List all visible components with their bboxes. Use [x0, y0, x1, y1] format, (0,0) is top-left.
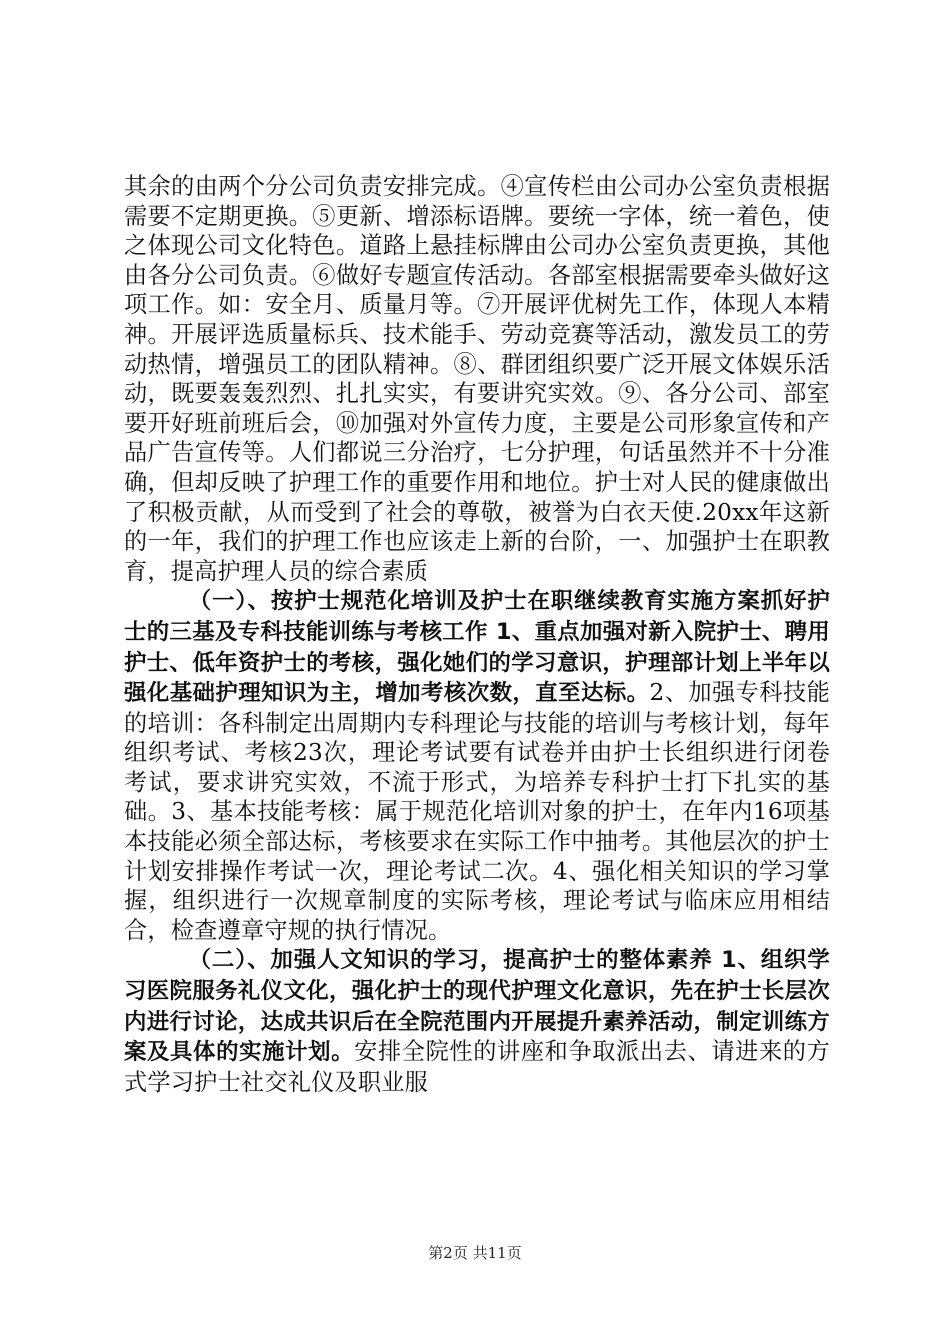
section-body-2: 安排全院性的讲座和争取派出去、请进来的方式学习护士社交礼仪及职业服 — [124, 1038, 831, 1096]
section-heading-2: （二）、加强人文知识的学习，提高护士的整体素养 1、组织学习医院服务礼仪文化，强化护士的现代护理文化意识，先在护士长层次内进行讨论，达成共识后在全院范围内开展提升素养活动，制定训练方案及具体的实施计划。 — [124, 947, 830, 1066]
section-heading-1: （一）、按护士规范化培训及护士在职继续教育实施方案抓好护士的三基及专科技能训练与考核工作 1、重点加强对新入院护士、聘用护士、低年资护士的考核，强化她们的学习意识，护理部计划上半年以强化基础护理知识为主，增加考核次数，直至达标。 — [124, 588, 830, 707]
document-body — [124, 172, 830, 1097]
section-body-1: 2、加强专科技能的培训：各科制定出周期内专科理论与技能的培训与考核计划，每年组织考试、考核23次，理论考试要有试卷并由护士长组织进行闭卷考试，要求讲究实效，不流于形式，为培养专科护士打下扎实的基础。3、基本技能考核：属于规范化培训对象的护士，在年内16项基本技能必须全部达标，考核要求在实际工作中抽考。其他层次的护士计划安排操作考试一次，理论考试二次。4、强化相关知识的学习掌握，组织进行一次规章制度的实际考核，理论考试与临床应用相结合，检查遵章守规的执行情况。 — [124, 679, 830, 944]
body-paragraph-2 — [124, 586, 830, 945]
body-paragraph-1: 其余的由两个分公司负责安排完成。④宣传栏由公司办公室负责根据需要不定期更换。⑤更新、增添标语牌。要统一字体，统一着色，使之体现公司文化特色。道路上悬挂标牌由公司办公室负责更换，其他由各分公司负责。⑥做好专题宣传活动。各部室根据需要牵头做好这项工作。如：安全月、质量月等。⑦开展评优树先工作，体现人本精神。开展评选质量标兵、技术能手、劳动竞赛等活动，激发员工的劳动热情，增强员工的团队精神。⑧、群团组织要广泛开展文体娱乐活动，既要轰轰烈烈、扎扎实实，有要讲究实效。⑨、各分公司、部室要开好班前班后会，⑩加强对外宣传力度，主要是公司形象宣传和产品广告宣传等。人们都说三分治疗，七分护理，句话虽然并不十分准确，但却反映了护理工作的重要作用和地位。护士对人民的健康做出了积极贡献，从而受到了社会的尊敬，被誉为白衣天使.20xx年这新的一年，我们的护理工作也应该走上新的台阶，一、加强护士在职教育，提高护理人员的综合素质 — [124, 173, 830, 585]
body-paragraph-3 — [124, 945, 830, 1097]
page-footer: 第2页 共11页 — [428, 1244, 522, 1262]
